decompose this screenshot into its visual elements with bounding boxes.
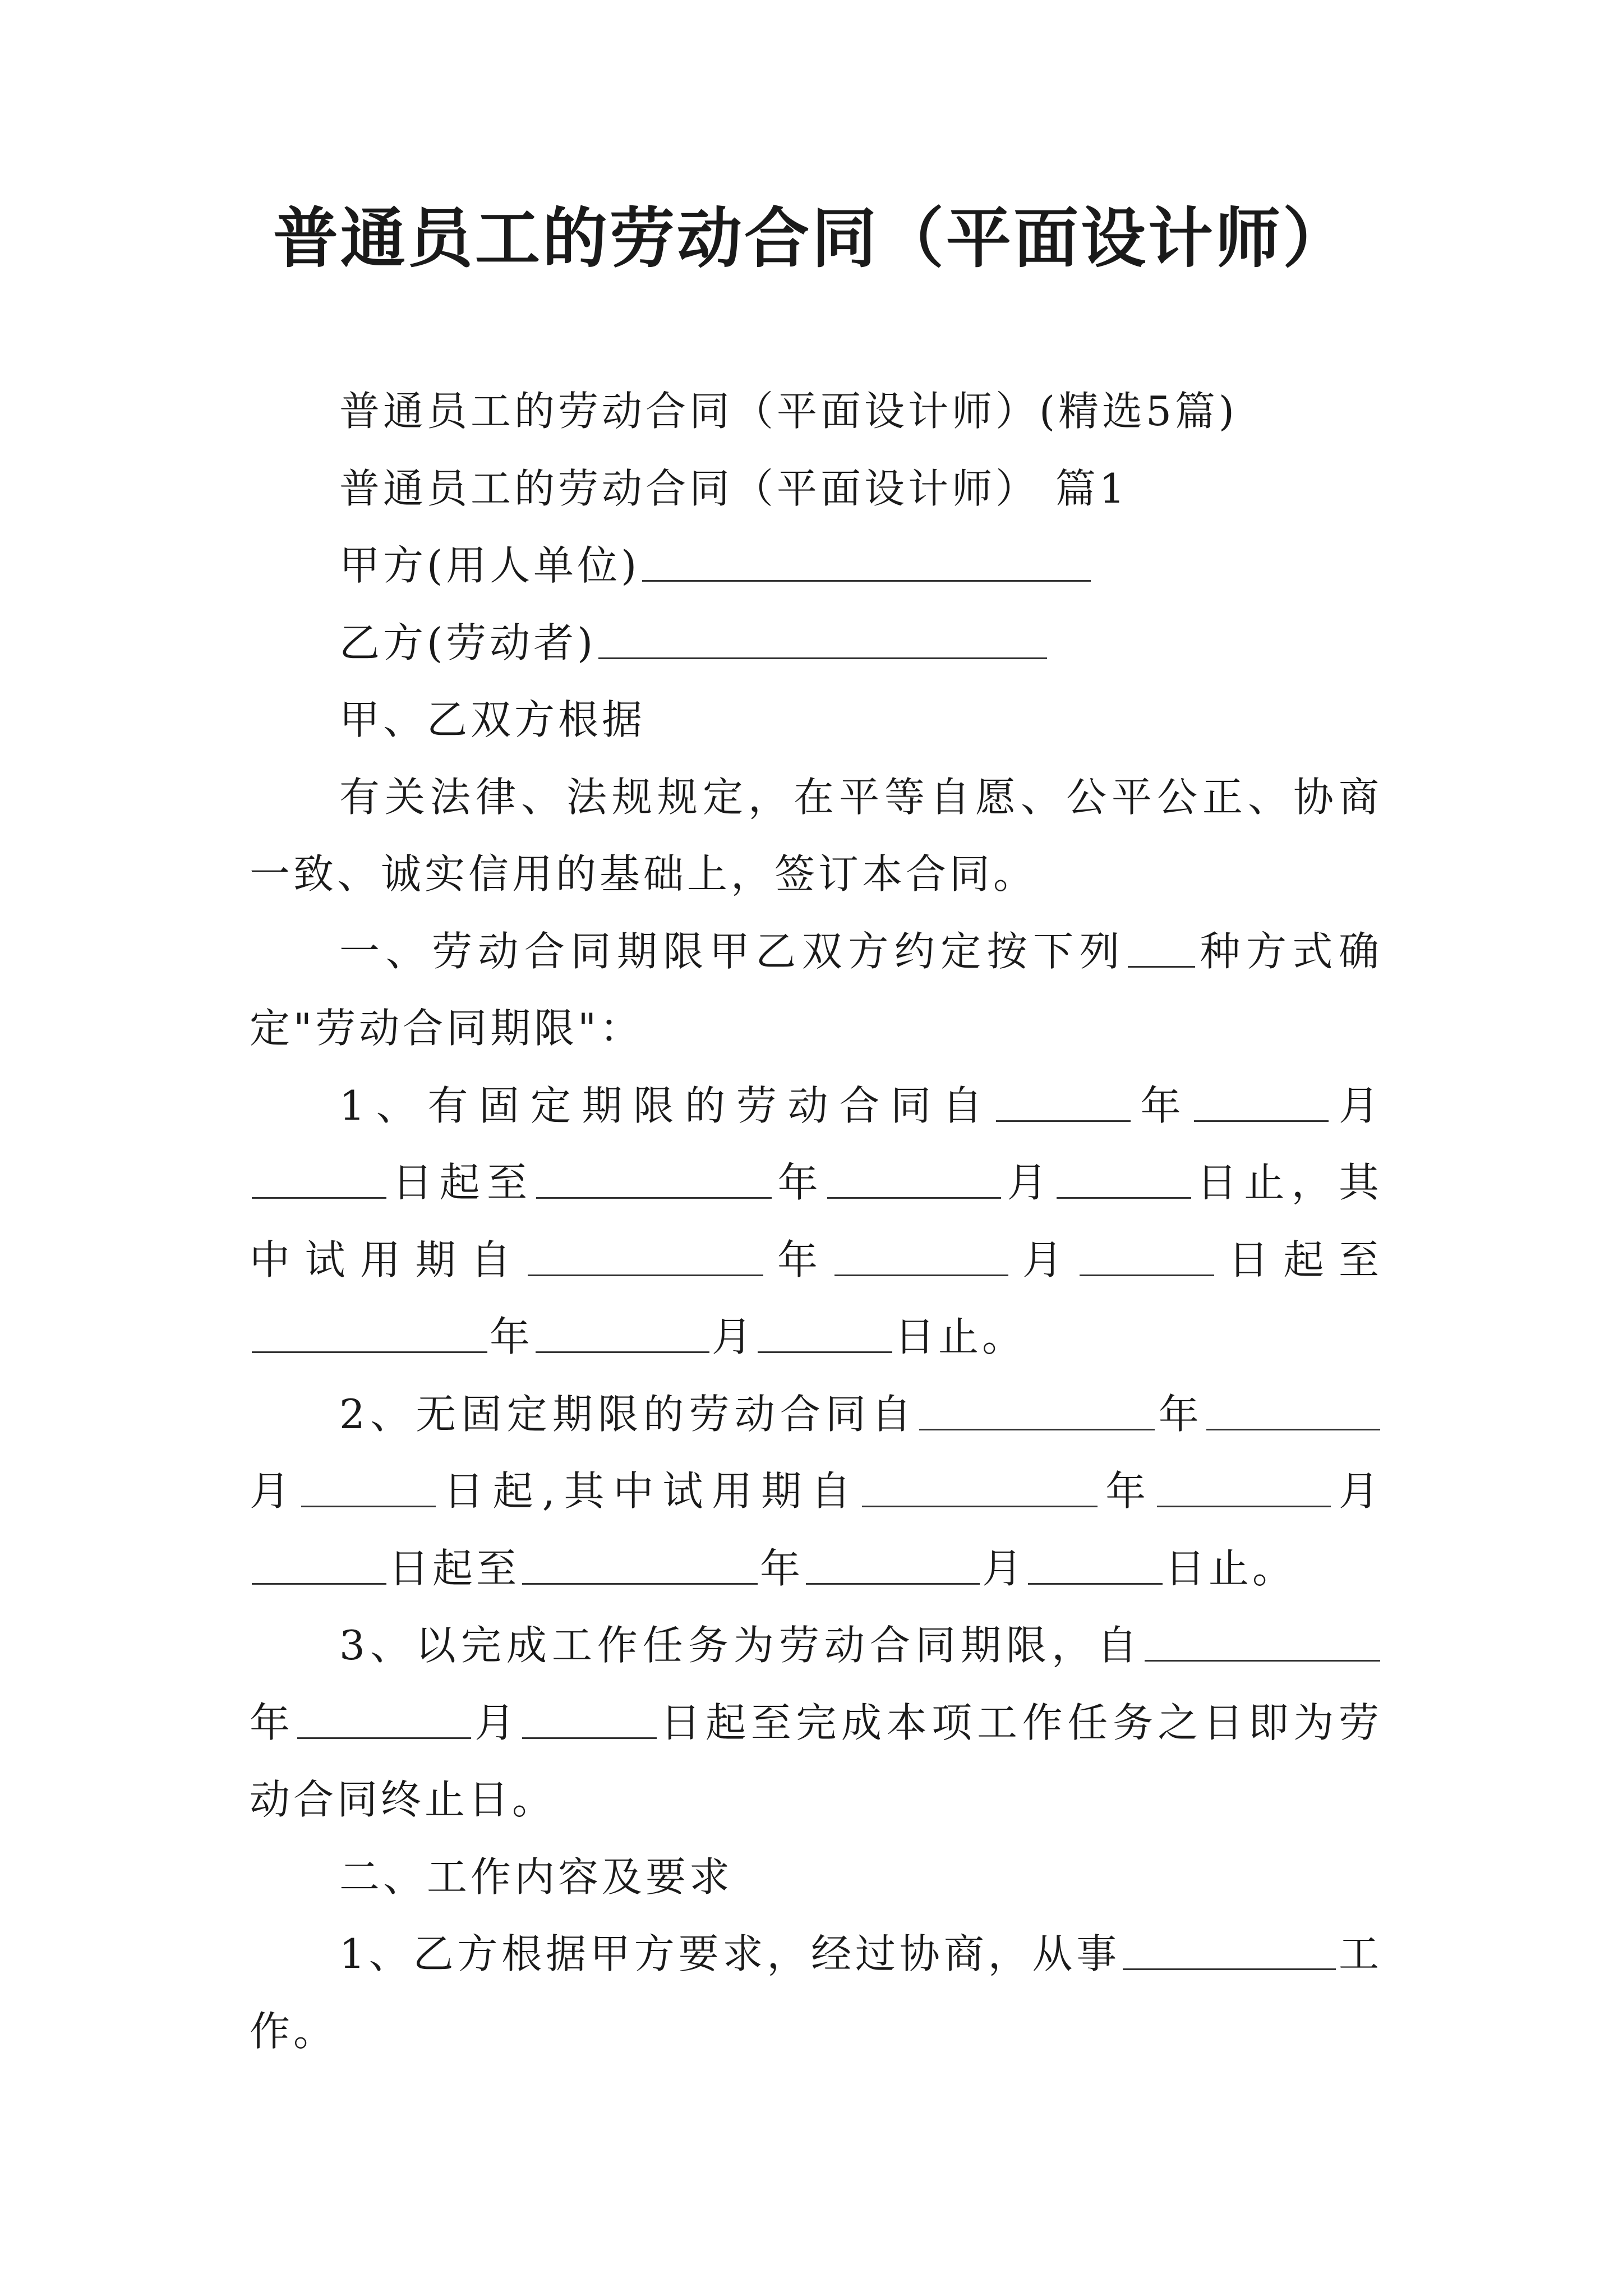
month-label: 月 xyxy=(250,1467,299,1515)
party-a-label: 甲方(用人单位) xyxy=(339,542,640,589)
month-label: 月 xyxy=(473,1699,520,1746)
fill-blank xyxy=(834,1238,1008,1276)
year-label: 年 xyxy=(760,1544,804,1592)
section-1-text-b: 种方式确定"劳动合同期限"： xyxy=(250,927,1382,1052)
section-2-heading: 二、工作内容及要求 xyxy=(339,1853,734,1901)
fill-blank xyxy=(1080,1238,1214,1276)
year-label: 年 xyxy=(1100,1467,1155,1515)
document-title: 普通员工的劳动合同（平面设计师） xyxy=(273,200,1350,277)
section-1-paragraph xyxy=(250,913,1382,1068)
fill-blank xyxy=(1145,1623,1380,1662)
fill-blank xyxy=(1028,1547,1163,1585)
item-1-text: 1、有固定期限的劳动合同自 xyxy=(339,1082,994,1129)
fill-blank xyxy=(919,1392,1155,1430)
fill-blank xyxy=(1194,1084,1329,1122)
party-a-blank xyxy=(642,544,1091,582)
intro-paragraph: 有关法律、法规规定，在平等自愿、公平公正、协商一致、诚实信用的基础上，签订本合同。 xyxy=(250,773,1382,898)
fill-blank xyxy=(806,1547,980,1585)
from-to-label: 日起至 xyxy=(389,1159,534,1206)
fill-blank xyxy=(252,1315,487,1353)
item-3-paragraph xyxy=(250,1607,1382,1839)
fill-blank xyxy=(301,1469,436,1507)
party-b-line xyxy=(250,605,1382,682)
subtitle-line: 普通员工的劳动合同（平面设计师）(精选5篇) xyxy=(339,388,1238,435)
year-label: 年 xyxy=(766,1236,833,1283)
job-1-text-a: 1、乙方根据甲方要求，经过协商，从事 xyxy=(339,1930,1121,1977)
document-body xyxy=(250,373,1382,2070)
month-label: 月 xyxy=(1003,1159,1054,1206)
party-a-line xyxy=(250,527,1382,605)
fill-blank xyxy=(528,1238,763,1276)
month-label: 月 xyxy=(1333,1467,1382,1515)
item-2-paragraph xyxy=(250,1376,1382,1608)
party-b-label: 乙方(劳动者) xyxy=(339,619,597,666)
fill-blank xyxy=(522,1547,758,1585)
year-label: 年 xyxy=(774,1159,825,1206)
fill-blank xyxy=(996,1084,1131,1122)
from-to-label: 日起至 xyxy=(389,1544,520,1592)
basis-line: 甲、乙双方根据 xyxy=(339,696,646,743)
fill-blank xyxy=(252,1547,386,1585)
trial-label: 日止，其中试用期自 xyxy=(250,1159,1382,1283)
fill-blank xyxy=(297,1701,471,1739)
year-label: 年 xyxy=(1132,1082,1192,1129)
job-1-text-b: 工作。 xyxy=(250,1930,1382,2055)
section-1-text-a: 一、劳动合同期限甲乙双方约定按下列 xyxy=(339,927,1126,975)
month-label: 月 xyxy=(712,1313,756,1360)
fill-blank xyxy=(536,1161,772,1199)
item-3-rest: 日起至完成本项工作任务之日即为劳动合同终止日。 xyxy=(250,1699,1382,1823)
month-label: 月 xyxy=(1011,1236,1078,1283)
fill-blank xyxy=(1206,1392,1380,1430)
year-label: 年 xyxy=(1156,1390,1204,1438)
item-1-paragraph xyxy=(250,1068,1382,1376)
fill-blank xyxy=(827,1161,1001,1199)
from-to-label: 日起至 xyxy=(1216,1236,1382,1283)
year-label: 年 xyxy=(250,1699,295,1746)
fill-blank xyxy=(862,1469,1098,1507)
trial-label: 日起,其中试用期自 xyxy=(437,1467,860,1515)
month-label: 月 xyxy=(982,1544,1026,1592)
fill-blank xyxy=(1057,1161,1191,1199)
fill-blank xyxy=(522,1701,657,1739)
fill-blank xyxy=(758,1315,892,1353)
part-heading: 普通员工的劳动合同（平面设计师） 篇1 xyxy=(339,464,1128,512)
party-b-blank xyxy=(598,621,1047,659)
fill-blank xyxy=(252,1161,386,1199)
fill-blank xyxy=(1123,1932,1336,1970)
fill-blank xyxy=(536,1315,709,1353)
month-label: 月 xyxy=(1331,1082,1382,1129)
item-3-text: 3、以完成工作任务为劳动合同期限，自 xyxy=(339,1622,1142,1669)
end-label: 日止。 xyxy=(895,1313,1026,1360)
year-label: 年 xyxy=(490,1313,534,1360)
item-2-text: 2、无固定期限的劳动合同自 xyxy=(339,1390,917,1438)
end-label: 日止。 xyxy=(1165,1544,1297,1592)
fill-blank xyxy=(1128,930,1195,968)
fill-blank xyxy=(1157,1469,1331,1507)
job-1-paragraph xyxy=(250,1916,1382,2070)
